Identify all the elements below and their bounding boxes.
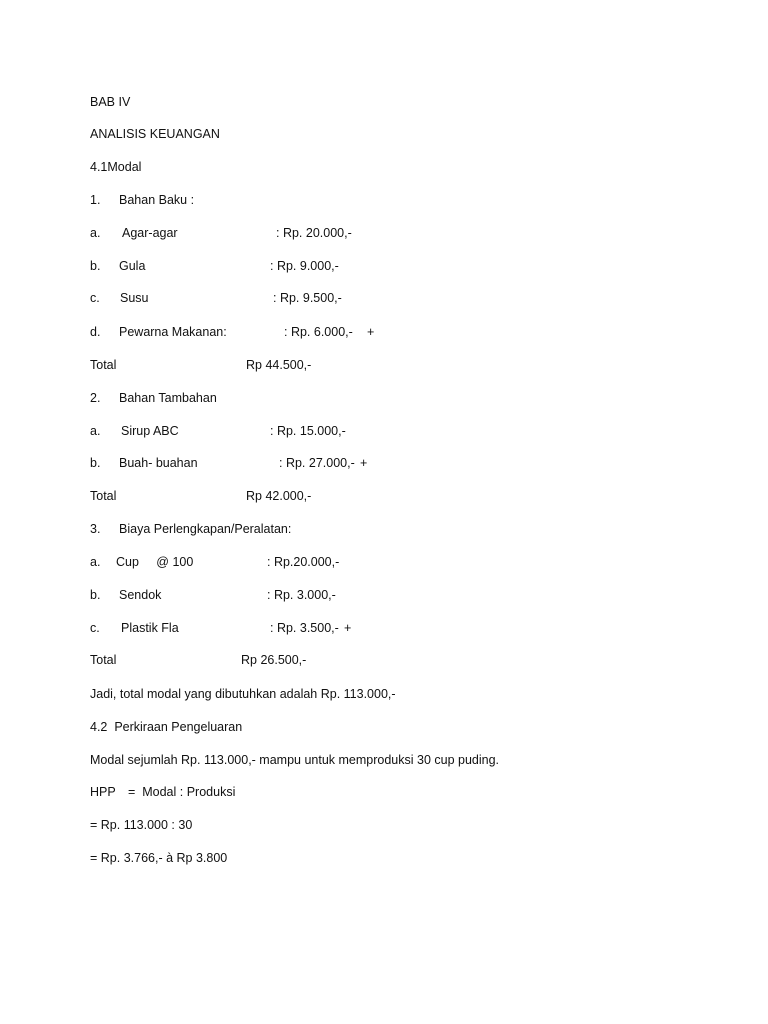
section-heading-modal: 4.1Modal xyxy=(90,160,142,174)
item-letter: a. xyxy=(90,555,101,569)
total-value: Rp 26.500,- xyxy=(241,653,307,667)
group1-title: Bahan Baku : xyxy=(119,193,195,207)
hpp-label: HPP xyxy=(90,785,116,799)
calculation-line: = Rp. 113.000 : 30 xyxy=(90,818,193,832)
total-label: Total xyxy=(90,489,117,503)
total-value: Rp 44.500,- xyxy=(246,358,312,372)
plus-sign: + xyxy=(344,621,352,635)
item-price: : Rp. 3.000,- xyxy=(267,588,336,602)
item-price: : Rp. 9.000,- xyxy=(270,259,339,273)
item-letter: c. xyxy=(90,291,100,305)
item-letter: b. xyxy=(90,259,101,273)
item-letter: b. xyxy=(90,588,101,602)
hpp-formula: = Modal : Produksi xyxy=(128,785,236,799)
item-name: Sendok xyxy=(119,588,162,602)
item-name: Agar-agar xyxy=(122,226,178,240)
group3-title: Biaya Perlengkapan/Peralatan: xyxy=(119,522,292,536)
group1-number: 1. xyxy=(90,193,101,207)
group2-title: Bahan Tambahan xyxy=(119,391,217,405)
paragraph-text: Modal sejumlah Rp. 113.000,- mampu untuk memproduksi 30 cup puding. xyxy=(90,753,500,767)
item-price: : Rp. 3.500,- xyxy=(270,621,339,635)
item-letter: a. xyxy=(90,226,101,240)
chapter-heading: BAB IV xyxy=(90,95,131,109)
item-price: : Rp. 15.000,- xyxy=(270,424,346,438)
summary-text: Jadi, total modal yang dibutuhkan adalah Rp. 113.000,- xyxy=(90,687,396,701)
section-heading-pengeluaran: 4.2 Perkiraan Pengeluaran xyxy=(90,720,243,734)
item-letter: b. xyxy=(90,456,101,470)
item-name: Susu xyxy=(120,291,149,305)
group3-number: 3. xyxy=(90,522,101,536)
item-price: : Rp.20.000,- xyxy=(267,555,340,569)
total-label: Total xyxy=(90,358,117,372)
item-name: Pewarna Makanan: xyxy=(119,325,227,339)
item-name: Cup @ 100 xyxy=(116,555,194,569)
item-letter: d. xyxy=(90,325,101,339)
item-name: Gula xyxy=(119,259,146,273)
plus-sign: + xyxy=(367,325,375,339)
group2-number: 2. xyxy=(90,391,101,405)
item-price: : Rp. 27.000,- xyxy=(279,456,355,470)
item-letter: c. xyxy=(90,621,100,635)
item-price: : Rp. 9.500,- xyxy=(273,291,342,305)
item-name: Buah- buahan xyxy=(119,456,198,470)
item-name: Sirup ABC xyxy=(121,424,179,438)
item-price: : Rp. 6.000,- xyxy=(284,325,353,339)
item-price: : Rp. 20.000,- xyxy=(276,226,352,240)
item-name: Plastik Fla xyxy=(121,621,179,635)
total-label: Total xyxy=(90,653,117,667)
calculation-line: = Rp. 3.766,- à Rp 3.800 xyxy=(90,851,228,865)
document-title: ANALISIS KEUANGAN xyxy=(90,127,220,141)
total-value: Rp 42.000,- xyxy=(246,489,312,503)
plus-sign: + xyxy=(360,456,368,470)
item-letter: a. xyxy=(90,424,101,438)
